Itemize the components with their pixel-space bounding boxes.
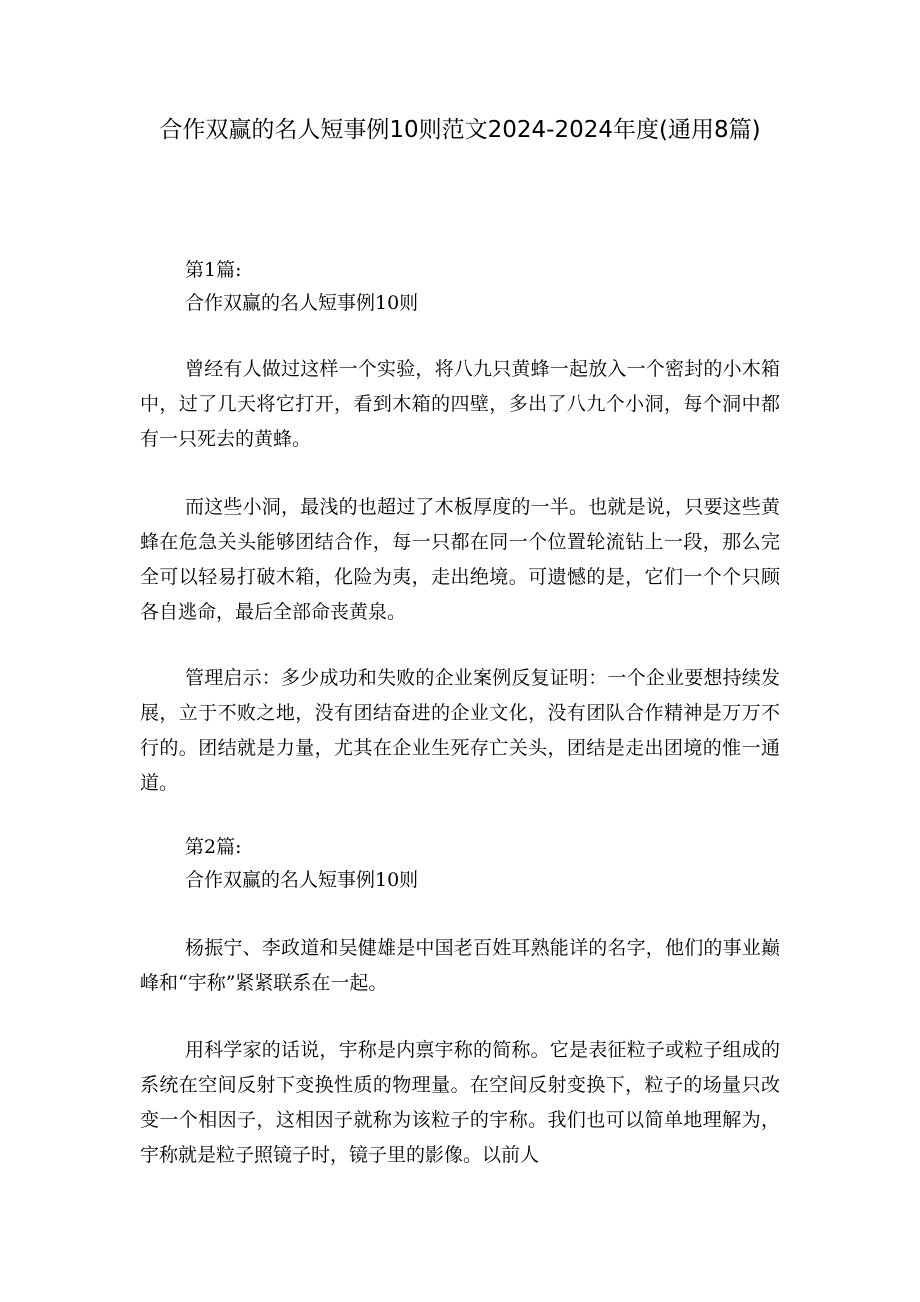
section-1-label: 第1篇: (185, 259, 242, 281)
section-1-paragraph-3: 管理启示：多少成功和失败的企业案例反复证明：一个企业要想持续发展，立于不败之地，没有团结奋进的企业文化，没有团队合作精神是万万不行的。团结就是力量，尤其在企业生死存亡关头，团结是走出团境的惟一通道。 (140, 667, 780, 794)
section-2-label: 第2篇: (185, 836, 242, 858)
section-1-paragraph-2: 而这些小洞，最浅的也超过了木板厚度的一半。也就是说，只要这些黄蜂在危急关头能够团结合作，每一只都在同一个位置轮流钻上一段，那么完全可以轻易打破木箱，化险为夷，走出绝境。可遗憾的是，它们一个个只顾各自逃命，最后全部命丧黄泉。 (140, 496, 780, 623)
section-1-paragraph-1: 曾经有人做过这样一个实验，将八九只黄蜂一起放入一个密封的小木箱中，过了几天将它打开，看到木箱的四壁，多出了八九个小洞，每个洞中都有一只死去的黄蜂。 (140, 358, 780, 450)
section-2-paragraph-2: 用科学家的话说，宇称是内禀宇称的简称。它是表征粒子或粒子组成的系统在空间反射下变换性质的物理量。在空间反射变换下，粒子的场量只改变一个相因子，这相因子就称为该粒子的宇称。我们也可以简单地理解为，宇称就是粒子照镜子时，镜子里的影像。以前人 (140, 1039, 780, 1166)
section-1-subtitle: 合作双赢的名人短事例10则 (185, 292, 419, 314)
document-title: 合作双赢的名人短事例10则范文2024-2024年度(通用8篇) (159, 117, 761, 143)
section-2-subtitle: 合作双赢的名人短事例10则 (185, 869, 419, 891)
section-2-paragraph-1: 杨振宁、李政道和吴健雄是中国老百姓耳熟能详的名字，他们的事业巅峰和“宇称”紧紧联系在一起。 (140, 937, 780, 994)
